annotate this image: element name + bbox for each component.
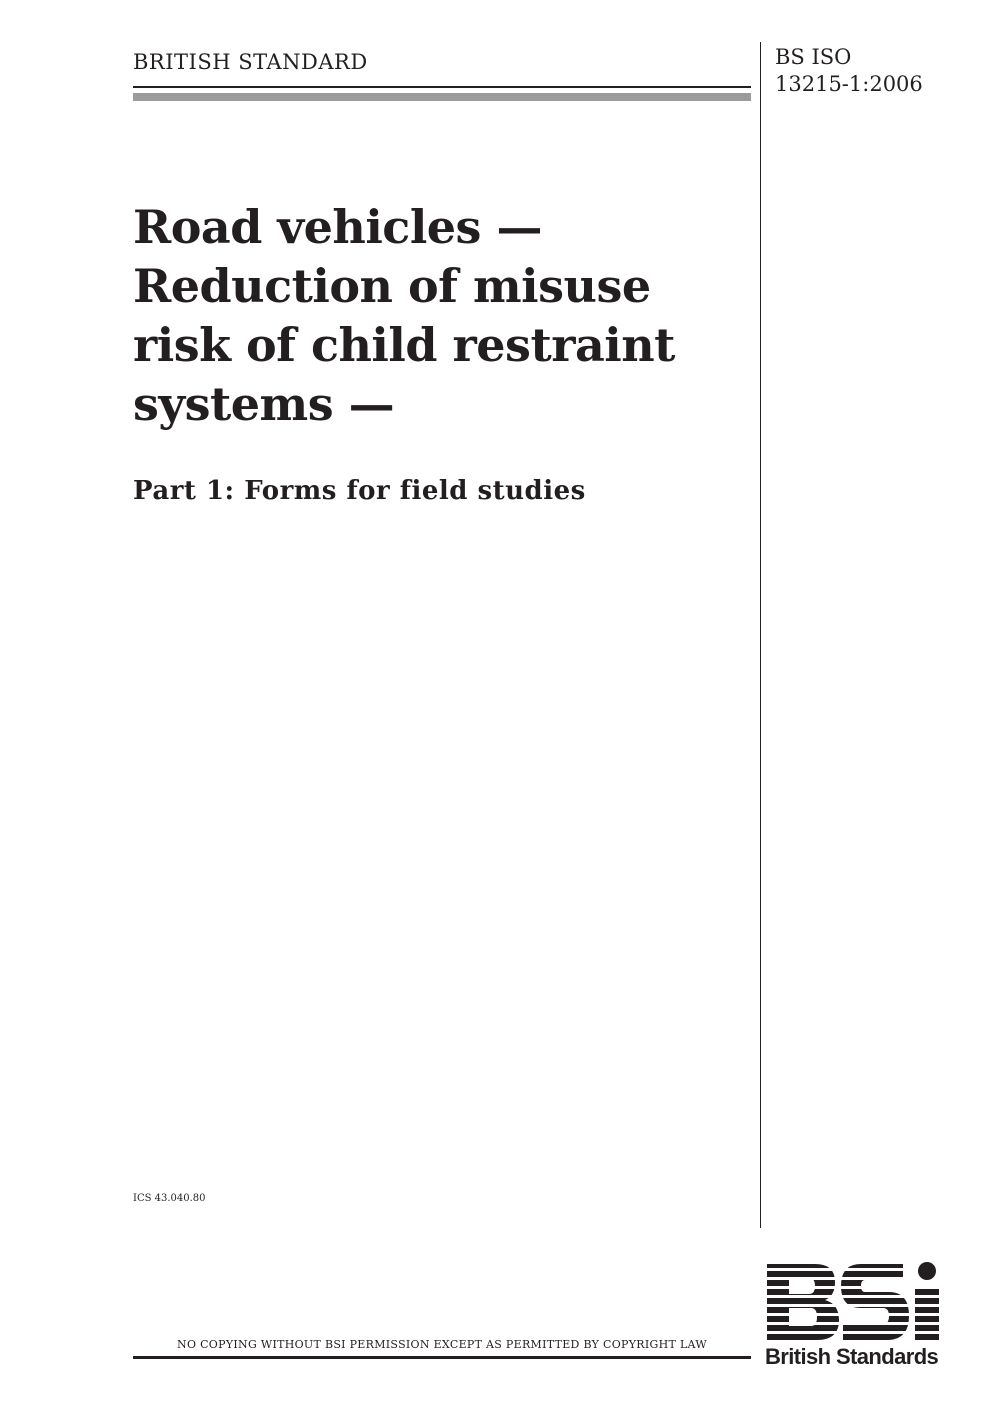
footer-rule — [133, 1356, 751, 1359]
ics-code: ICS 43.040.80 — [133, 1193, 206, 1204]
column-divider — [760, 42, 761, 1228]
title-line-2: Reduction of misuse — [133, 259, 651, 313]
title-line-1: Road vehicles — — [133, 200, 542, 254]
document-number — [775, 44, 923, 98]
document-subtitle: Part 1: Forms for field studies — [133, 476, 586, 506]
document-title — [133, 198, 743, 434]
bsi-logo-dot — [918, 1262, 936, 1280]
title-line-4: systems — — [133, 377, 395, 431]
header-rule-thick — [133, 93, 751, 101]
document-number-line2: 13215-1:2006 — [775, 72, 923, 96]
header-rule-thin — [133, 86, 751, 88]
bsi-logo-caption: British Standards — [765, 1344, 939, 1369]
title-line-3: risk of child restraint — [133, 318, 675, 372]
copyright-notice: NO COPYING WITHOUT BSI PERMISSION EXCEPT AS PERMITTED BY COPYRIGHT LAW — [177, 1338, 707, 1351]
series-label: BRITISH STANDARD — [133, 50, 368, 74]
document-number-line1: BS ISO — [775, 45, 852, 69]
